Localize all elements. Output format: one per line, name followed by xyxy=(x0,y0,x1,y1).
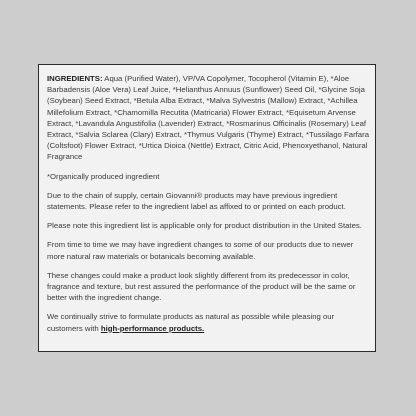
supply-chain-note: Due to the chain of supply, certain Giovanni® products may have previous ingredient statements. Please refer to the ingredient label as affixed to or printed on each product. xyxy=(47,190,346,212)
ingredients-label: INGREDIENTS: xyxy=(47,74,103,83)
ingredients-list: Aqua (Purified Water), VP/VA Copolymer, Tocopherol (Vitamin E), *Aloe Barbadensis (Aloe Vera) Leaf Juice, *Helianthus Annuus (Sunflower) Seed Oil, *Glycine Soja (Soybean) Seed Extract, *Betula Alba Extract, *Malva Sylvestris (Mallow) Extract, *Achillea Millefolium Extract, *Chamomilla Recutita (Matricaria) Flower Extract, *Equisetum Arvense Extract, *Lavandula Angustifolia (Lavender) Extract, *Rosmarinus Officinalis (Rosemary) Leaf Extract, *Salvia Sclarea (Clary) Extract, *Thymus Vulgaris (Thyme) Extract, *Tussilago Farfara (Coltsfoot) Flower Extract, *Urtica Dioica (Nettle) Extract, Citric Acid, Phenoxyethanol, Natural Fragrance xyxy=(47,74,369,162)
distribution-note: Please note this ingredient list is applicable only for product distribution in the United States. xyxy=(47,221,362,231)
appearance-note: These changes could make a product look slightly different from its predecessor in color, fragrance and texture, but rest assured the performance of the product will be the same or better with the ingredient change. xyxy=(47,270,356,303)
ingredient-changes-note: From time to time we may have ingredient changes to some of our products due to newer more natural raw materials or botanicals becoming available. xyxy=(47,240,354,261)
high-performance-products-link[interactable]: high-performance products. xyxy=(100,323,205,333)
closing-paragraph xyxy=(47,311,369,333)
ingredients-panel xyxy=(38,64,376,352)
ingredients-paragraph xyxy=(47,73,369,163)
organic-note: *Organically produced ingredient xyxy=(47,171,160,181)
closing-text: We continually strive to formulate products as natural as possible while pleasing our customers with xyxy=(47,312,335,333)
